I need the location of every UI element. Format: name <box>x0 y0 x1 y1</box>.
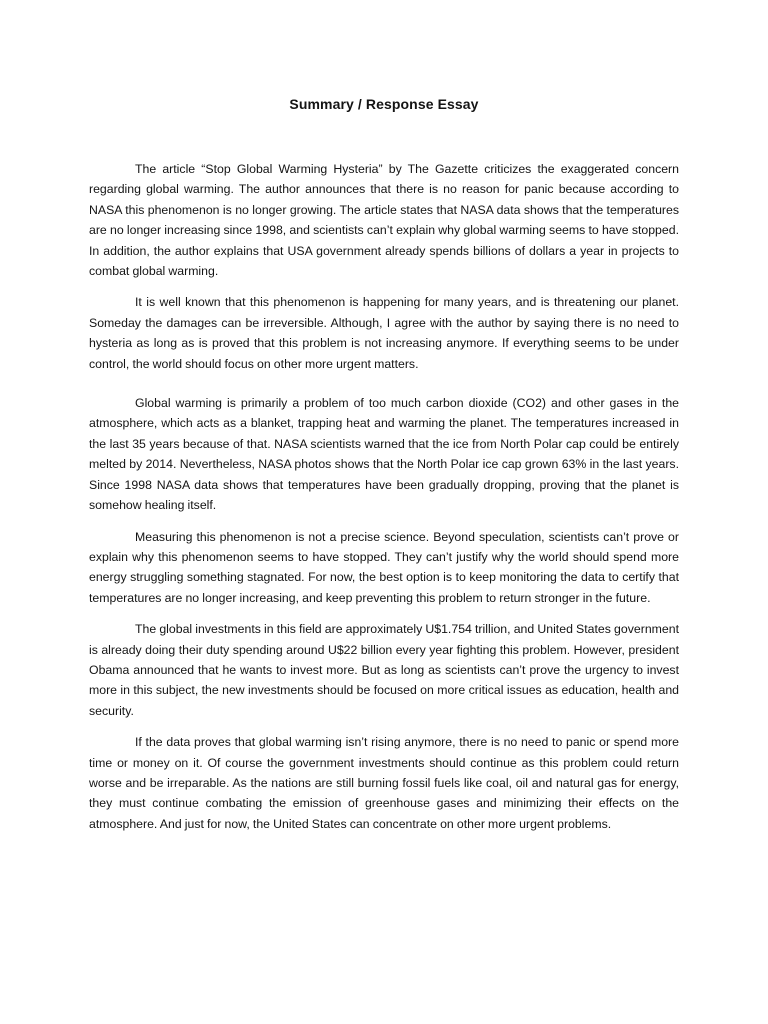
paragraph-5: The global investments in this field are approximately U$1.754 trillion, and United States government is already doing their duty spending around U$22 billion every year fighting this problem. However, president Obama announced that he wants to invest more. But as long as scientists can’t prove the urgency to invest more in this subject, the new investments should be focused on more critical issues as education, health and security. <box>89 622 679 718</box>
document-body <box>89 159 679 834</box>
paragraph-4: Measuring this phenomenon is not a precise science. Beyond speculation, scientists can’t prove or explain why this phenomenon seems to have stopped. They can’t justify why the world should spend more energy struggling something stagnated. For now, the best option is to keep monitoring the data to certify that temperatures are no longer increasing, and keep preventing this problem to return stronger in the future. <box>89 529 679 605</box>
paragraph-6: If the data proves that global warming isn’t rising anymore, there is no need to panic or spend more time or money on it. Of course the government investments should continue as this problem could return worse and be irreparable. As the nations are still burning fossil fuels like coal, oil and natural gas for energy, they must continue combating the emission of greenhouse gases and minimizing their effects on the atmosphere. And just for now, the United States can concentrate on other more urgent problems. <box>89 735 679 831</box>
document-title: Summary / Response Essay <box>289 96 479 112</box>
paragraph-3: Global warming is primarily a problem of too much carbon dioxide (CO2) and other gases in the atmosphere, which acts as a blanket, trapping heat and warming the planet. The temperatures increased in the last 35 years because of that. NASA scientists warned that the ice from North Polar cap could be entirely melted by 2014. Nevertheless, NASA photos shows that the North Polar ice cap grown 63% in the last years. Since 1998 NASA data shows that temperatures have been gradually dropping, proving that the planet is somehow healing itself. <box>89 396 679 513</box>
paragraph-2: It is well known that this phenomenon is happening for many years, and is threatening our planet. Someday the damages can be irreversible. Although, I agree with the author by saying there is no need to hysteria as long as is proved that this problem is not increasing anymore. If everything seems to be under control, the world should focus on other more urgent matters. <box>89 295 679 371</box>
paragraph-1: The article “Stop Global Warming Hysteria” by The Gazette criticizes the exaggerated concern regarding global warming. The author announces that there is no reason for panic because according to NASA this phenomenon is no longer growing. The article states that NASA data shows that the temperatures are no longer increasing since 1998, and scientists can’t explain why global warming seems to have stopped. In addition, the author explains that USA government already spends billions of dollars a year in projects to combat global warming. <box>89 162 679 279</box>
